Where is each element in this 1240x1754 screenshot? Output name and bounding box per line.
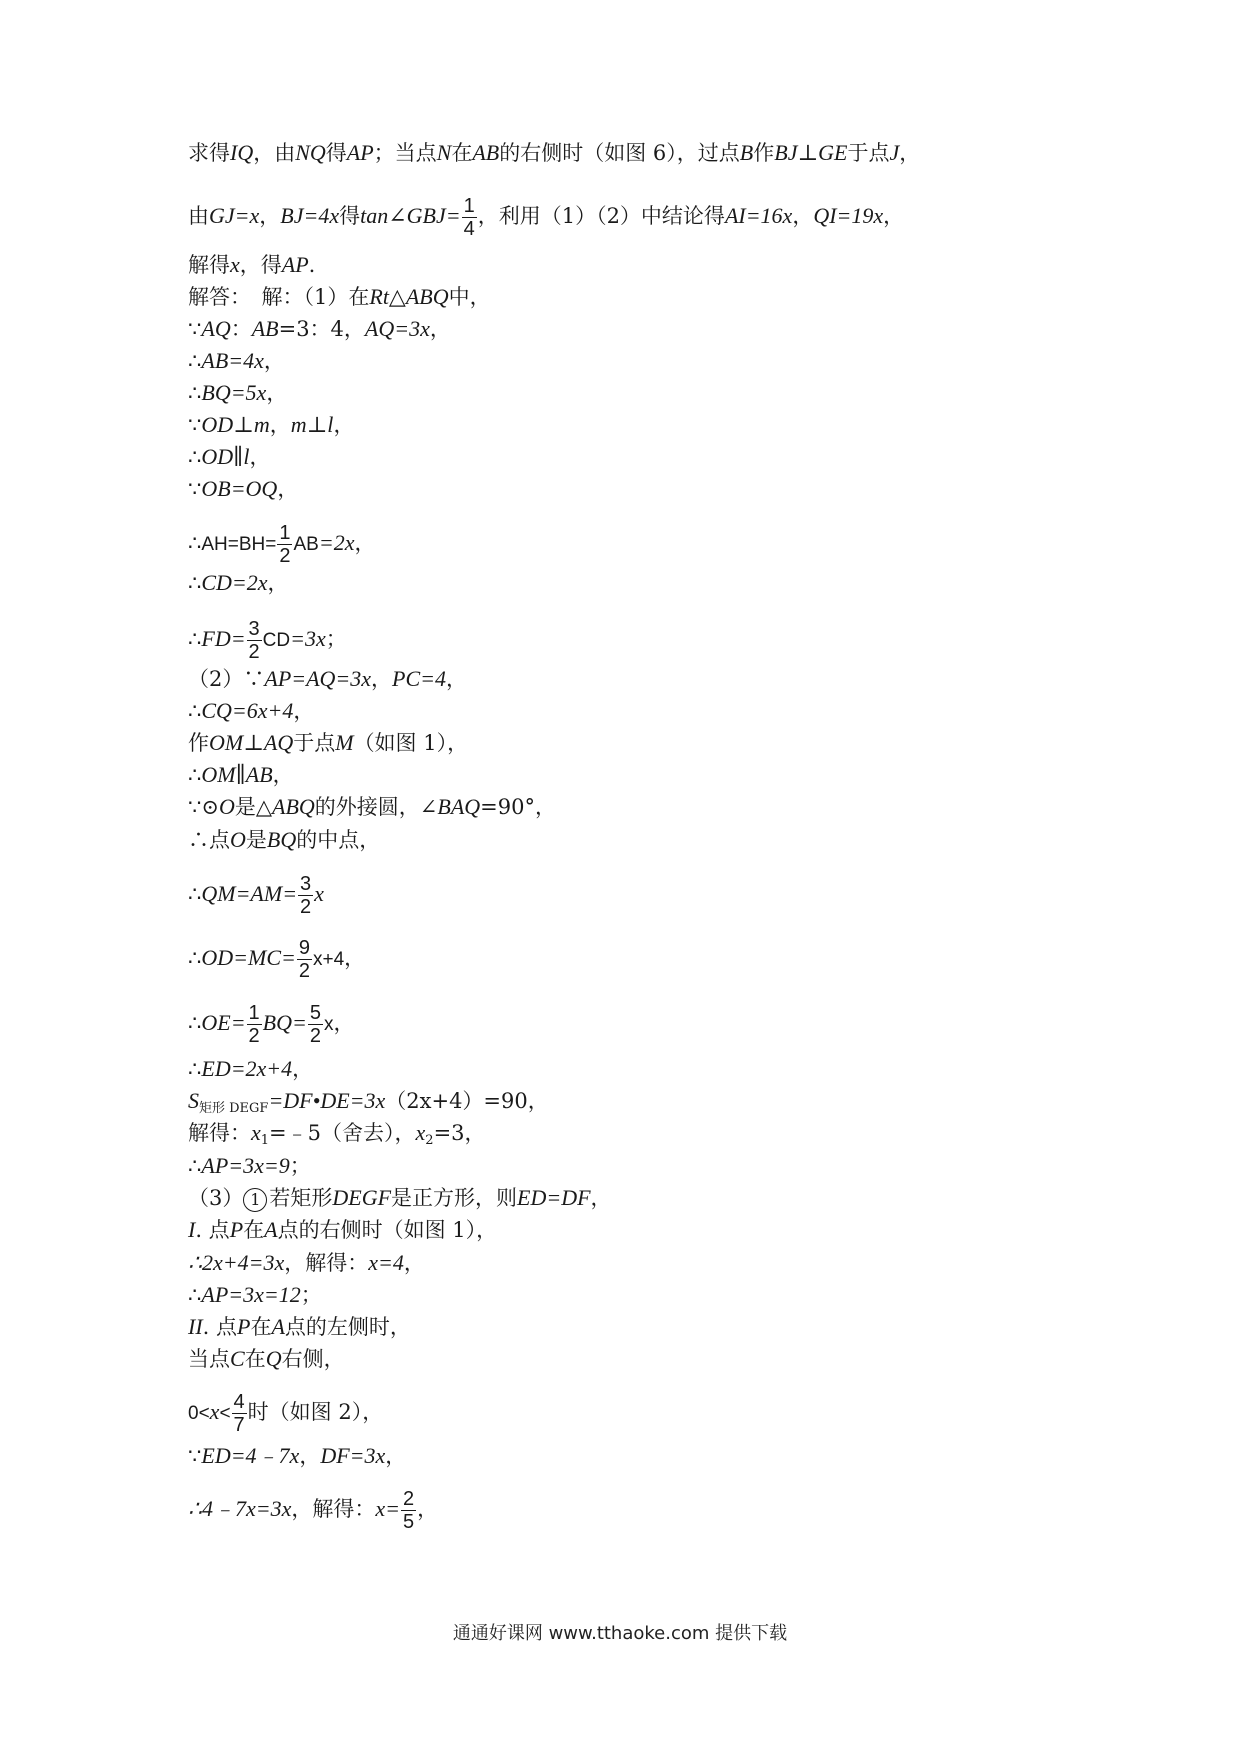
text-run: 作 (753, 141, 775, 165)
text-run: ∵ (188, 1444, 202, 1468)
fraction (247, 618, 262, 663)
text-line (188, 570, 289, 596)
math-run: x (323, 1014, 334, 1035)
math-run: CD=2x (201, 570, 268, 595)
subscript: 2 (425, 1133, 434, 1148)
math-run: tan∠GBJ= (360, 203, 461, 228)
math-run: N (436, 140, 452, 165)
text-run: 在 (250, 1315, 272, 1339)
text-run: ∴ (188, 349, 202, 373)
text-run: ： (230, 317, 252, 341)
text-run: ， (403, 1251, 425, 1275)
math-run: AB (472, 140, 500, 165)
text-run: ∵ (188, 413, 202, 437)
text-run: ， (277, 477, 299, 501)
text-run: 点的左侧时， (284, 1315, 411, 1339)
text-run: 是△ (234, 795, 273, 819)
math-run: OB=OQ (201, 476, 278, 501)
fraction-numerator: 1 (248, 1002, 260, 1024)
math-run: =DF•DE=3x (268, 1088, 386, 1113)
fraction-denominator: 2 (248, 1025, 260, 1047)
text-run: ，解得： (284, 1251, 369, 1275)
text-run: ∴ (188, 1057, 202, 1081)
math-run: AH=BH= (201, 534, 277, 555)
math-run: BQ=5x (201, 380, 267, 405)
math-run: < (219, 1403, 231, 1424)
math-run: BAQ (437, 794, 481, 819)
math-run: AB (251, 316, 279, 341)
text-run: ，得 (239, 253, 282, 277)
text-line (188, 827, 380, 853)
fraction-denominator: 5 (403, 1511, 415, 1533)
text-run: ， (259, 204, 281, 228)
text-run: （2）∵ (188, 667, 265, 691)
text-run: ∴ (188, 946, 202, 970)
text-run: ， (267, 571, 289, 595)
math-run: BJ=4x (280, 203, 340, 228)
text-line (188, 284, 491, 310)
math-run: ED=2x+4 (201, 1056, 293, 1081)
text-run: . 点 (202, 1315, 238, 1339)
text-run: 点的右侧时（如图 1）， (277, 1218, 498, 1242)
math-run: OD⊥m (201, 412, 270, 437)
fraction-numerator: 1 (463, 195, 475, 217)
subscript: 矩形 DEGF (199, 1101, 269, 1116)
text-run: 的中点， (296, 828, 381, 852)
text-run: ， (292, 1057, 314, 1081)
text-line (188, 195, 904, 240)
math-run: BQ (266, 827, 297, 852)
text-run: 是 (245, 828, 267, 852)
text-run: 得 (325, 141, 347, 165)
text-run: ； (325, 627, 347, 651)
math-run: OD=MC= (201, 945, 296, 970)
math-run: A (271, 1314, 285, 1339)
text-run: ∴ (188, 571, 202, 595)
text-run: ∴ (188, 1011, 202, 1035)
math-run: ∴2x+4=3x (188, 1250, 285, 1275)
text-run: ∴ (188, 445, 202, 469)
math-run: J (889, 140, 900, 165)
text-run: 作 (188, 731, 209, 755)
math-run: QI=19x (813, 203, 884, 228)
fraction-numerator: 2 (403, 1488, 415, 1510)
math-run: =2x (318, 530, 355, 555)
math-run: AQ (201, 316, 231, 341)
math-run: IQ (230, 140, 254, 165)
text-run: ， (354, 531, 376, 555)
text-run: ， (344, 946, 366, 970)
text-line (188, 730, 468, 756)
fraction (308, 1002, 323, 1047)
text-run: 是正方形，则 (391, 1186, 518, 1210)
math-run: x= (375, 1496, 400, 1521)
text-line (188, 1443, 406, 1469)
math-run: ED=4﹣7x (201, 1443, 300, 1468)
text-run: ；当点 (373, 141, 437, 165)
text-run: ， (249, 445, 271, 469)
text-line (188, 1282, 322, 1308)
text-run: ， (272, 763, 294, 787)
fraction-denominator: 2 (248, 641, 260, 663)
math-run: x (230, 252, 240, 277)
text-run: ， (269, 413, 291, 437)
text-run: 解得： (188, 1121, 251, 1145)
text-run: 若矩形 (269, 1186, 333, 1210)
math-run: FD= (201, 626, 246, 651)
fraction-denominator: 4 (463, 218, 475, 240)
text-run: =3：4， (278, 317, 365, 341)
text-run: ∴ (188, 699, 202, 723)
math-run: CQ=6x+4 (201, 698, 294, 723)
text-run: 时（如图 2）， (247, 1400, 384, 1424)
text-run: ， (792, 204, 814, 228)
text-run: ∵ (188, 317, 202, 341)
math-run: AP (281, 252, 309, 277)
text-line (188, 1088, 549, 1122)
text-run: ， (371, 667, 393, 691)
math-run: AB=4x (201, 348, 264, 373)
text-line (188, 1391, 383, 1436)
math-run: O (218, 794, 235, 819)
math-run: QM=AM= (201, 881, 298, 906)
text-run: =﹣5（舍去）， (269, 1121, 416, 1145)
math-run: DEGF (332, 1185, 392, 1210)
text-run: 求得 (188, 141, 230, 165)
page-footer: 通通好课网 www.tthaoke.com 提供下载 (452, 1623, 788, 1644)
text-line (188, 1488, 438, 1533)
subscript: 1 (260, 1133, 270, 1148)
math-run: AP=3x=9 (201, 1153, 290, 1178)
text-line (188, 666, 467, 692)
text-line (188, 1153, 311, 1179)
math-run: C (230, 1346, 245, 1371)
math-run: 0< (188, 1403, 210, 1424)
math-run: A (264, 1217, 278, 1242)
math-run: OE= (201, 1010, 246, 1035)
text-line (188, 1314, 411, 1340)
math-run: AQ=3x (364, 316, 430, 341)
fraction (297, 937, 312, 982)
fraction-denominator: 2 (300, 896, 312, 918)
math-run: AP (346, 140, 374, 165)
fraction-denominator: 2 (298, 960, 310, 982)
math-run: AP=AQ=3x (264, 666, 372, 691)
text-run: ∴点 (188, 828, 230, 852)
fraction-denominator: 2 (309, 1025, 321, 1047)
fraction (247, 1002, 262, 1047)
math-run: OD∥l (201, 444, 250, 469)
text-run: ∴ (188, 381, 202, 405)
text-run: （3） (188, 1186, 244, 1210)
text-run: ∴ (188, 763, 202, 787)
math-run: P (229, 1217, 244, 1242)
circled-number: 1 (243, 1188, 267, 1212)
text-run: ∴ (188, 1283, 202, 1307)
math-run: M (335, 730, 354, 755)
text-run: 得 (339, 204, 361, 228)
text-line (188, 937, 365, 982)
text-line (188, 444, 270, 470)
text-run: ， (333, 413, 355, 437)
text-run: ， (417, 1497, 439, 1521)
text-run: ∴ (188, 627, 202, 651)
text-run: 当点 (188, 1347, 230, 1371)
text-run: ，解得： (291, 1497, 376, 1521)
text-run: 的外接圆，∠ (314, 795, 438, 819)
text-run: 解得 (188, 253, 230, 277)
text-run: 于点 (293, 731, 336, 755)
math-run: x (209, 1399, 220, 1424)
text-run: =90°， (480, 795, 556, 819)
text-run: ， (299, 1444, 321, 1468)
math-run: NQ (295, 140, 326, 165)
text-run: 中， (448, 285, 491, 309)
text-line (188, 1217, 497, 1243)
math-run: AP=3x=12 (201, 1282, 301, 1307)
text-run: ， (385, 1444, 407, 1468)
text-run: （2x+4）=90， (385, 1089, 549, 1113)
text-run: ，利用（1）（2）中结论得 (477, 204, 725, 228)
text-line (188, 412, 354, 438)
text-run: （如图 1）， (353, 731, 469, 755)
text-run: 在 (244, 1347, 266, 1371)
text-line (188, 873, 324, 918)
math-run: B (739, 140, 754, 165)
text-run: ，由 (253, 141, 296, 165)
text-run: 的右侧时（如图 6），过点 (499, 141, 740, 165)
fraction-denominator: 7 (233, 1414, 245, 1436)
math-run: ABQ (272, 794, 315, 819)
fraction-numerator: 1 (279, 522, 291, 544)
text-line (188, 522, 375, 567)
fraction-numerator: 3 (248, 618, 260, 640)
math-run: x (251, 1120, 261, 1145)
math-run: AB (293, 534, 319, 555)
math-run: DF=3x (320, 1443, 386, 1468)
math-run: I (188, 1217, 196, 1242)
math-run: x (314, 881, 324, 906)
fraction-numerator: 3 (300, 873, 312, 895)
math-run: Rt△ABQ (369, 284, 449, 309)
math-run: =3x (290, 626, 326, 651)
text-line (188, 762, 294, 788)
math-run: O (230, 827, 246, 852)
text-run: ； (289, 1154, 311, 1178)
math-run: GJ=x (209, 203, 260, 228)
text-line (188, 1346, 345, 1372)
math-run: AI=16x (724, 203, 793, 228)
math-run: ∴4﹣7x=3x (188, 1496, 292, 1521)
text-run: ， (333, 1011, 355, 1035)
text-line (188, 618, 347, 663)
math-run: CD (262, 630, 291, 651)
math-run: II (188, 1314, 203, 1339)
text-run: ， (429, 317, 451, 341)
math-run: x+4 (312, 949, 345, 970)
text-run: ， (590, 1186, 612, 1210)
text-line (188, 252, 315, 278)
text-run: ； (300, 1283, 322, 1307)
text-line (188, 1056, 313, 1082)
text-line (188, 1002, 354, 1047)
text-line (188, 476, 298, 502)
math-run: OM⊥AQ (209, 730, 294, 755)
text-run: ， (263, 349, 285, 373)
fraction (401, 1488, 416, 1533)
math-run: BJ⊥GE (774, 140, 848, 165)
math-run: PC=4 (392, 666, 447, 691)
text-line (188, 794, 556, 820)
text-line (188, 1185, 612, 1212)
fraction (298, 873, 313, 918)
text-run: ∵ (188, 477, 202, 501)
math-run: OM∥AB (201, 762, 273, 787)
text-line (188, 140, 920, 166)
fraction-denominator: 2 (279, 545, 291, 567)
text-run: 右侧， (281, 1347, 345, 1371)
fraction (462, 195, 477, 240)
text-line (188, 1120, 486, 1154)
fraction-numerator: 9 (298, 937, 310, 959)
text-run: 由 (188, 204, 209, 228)
text-run: ， (899, 141, 921, 165)
math-run: S (188, 1088, 199, 1113)
fraction (277, 522, 292, 567)
math-run: x (415, 1120, 426, 1145)
fraction-numerator: 5 (309, 1002, 321, 1024)
text-line (188, 348, 285, 374)
text-run: ∴ (188, 531, 202, 555)
text-run: . 点 (195, 1218, 230, 1242)
text-run: ∵⊙ (188, 795, 219, 819)
text-run: ， (446, 667, 468, 691)
math-run: ED=DF (517, 1185, 591, 1210)
text-run: 于点 (847, 141, 890, 165)
text-run: . (308, 253, 316, 277)
math-run: x=4 (368, 1250, 404, 1275)
math-run: Q (265, 1346, 282, 1371)
text-run: 在 (451, 141, 473, 165)
text-line (188, 1250, 425, 1276)
text-line (188, 698, 314, 724)
text-run: 在 (243, 1218, 265, 1242)
math-run: P (237, 1314, 251, 1339)
math-run: BQ= (262, 1010, 307, 1035)
text-run: ∴ (188, 882, 202, 906)
text-run: ， (883, 204, 905, 228)
text-run: ， (266, 381, 288, 405)
fraction (232, 1391, 247, 1436)
fraction-numerator: 4 (233, 1391, 245, 1413)
text-run: ， (293, 699, 315, 723)
text-run: 解答： 解：（1）在 (188, 285, 370, 309)
math-run: m⊥l (290, 412, 334, 437)
text-line (188, 316, 451, 342)
text-run: =3， (433, 1121, 486, 1145)
text-run: ∴ (188, 1154, 202, 1178)
text-line (188, 380, 287, 406)
